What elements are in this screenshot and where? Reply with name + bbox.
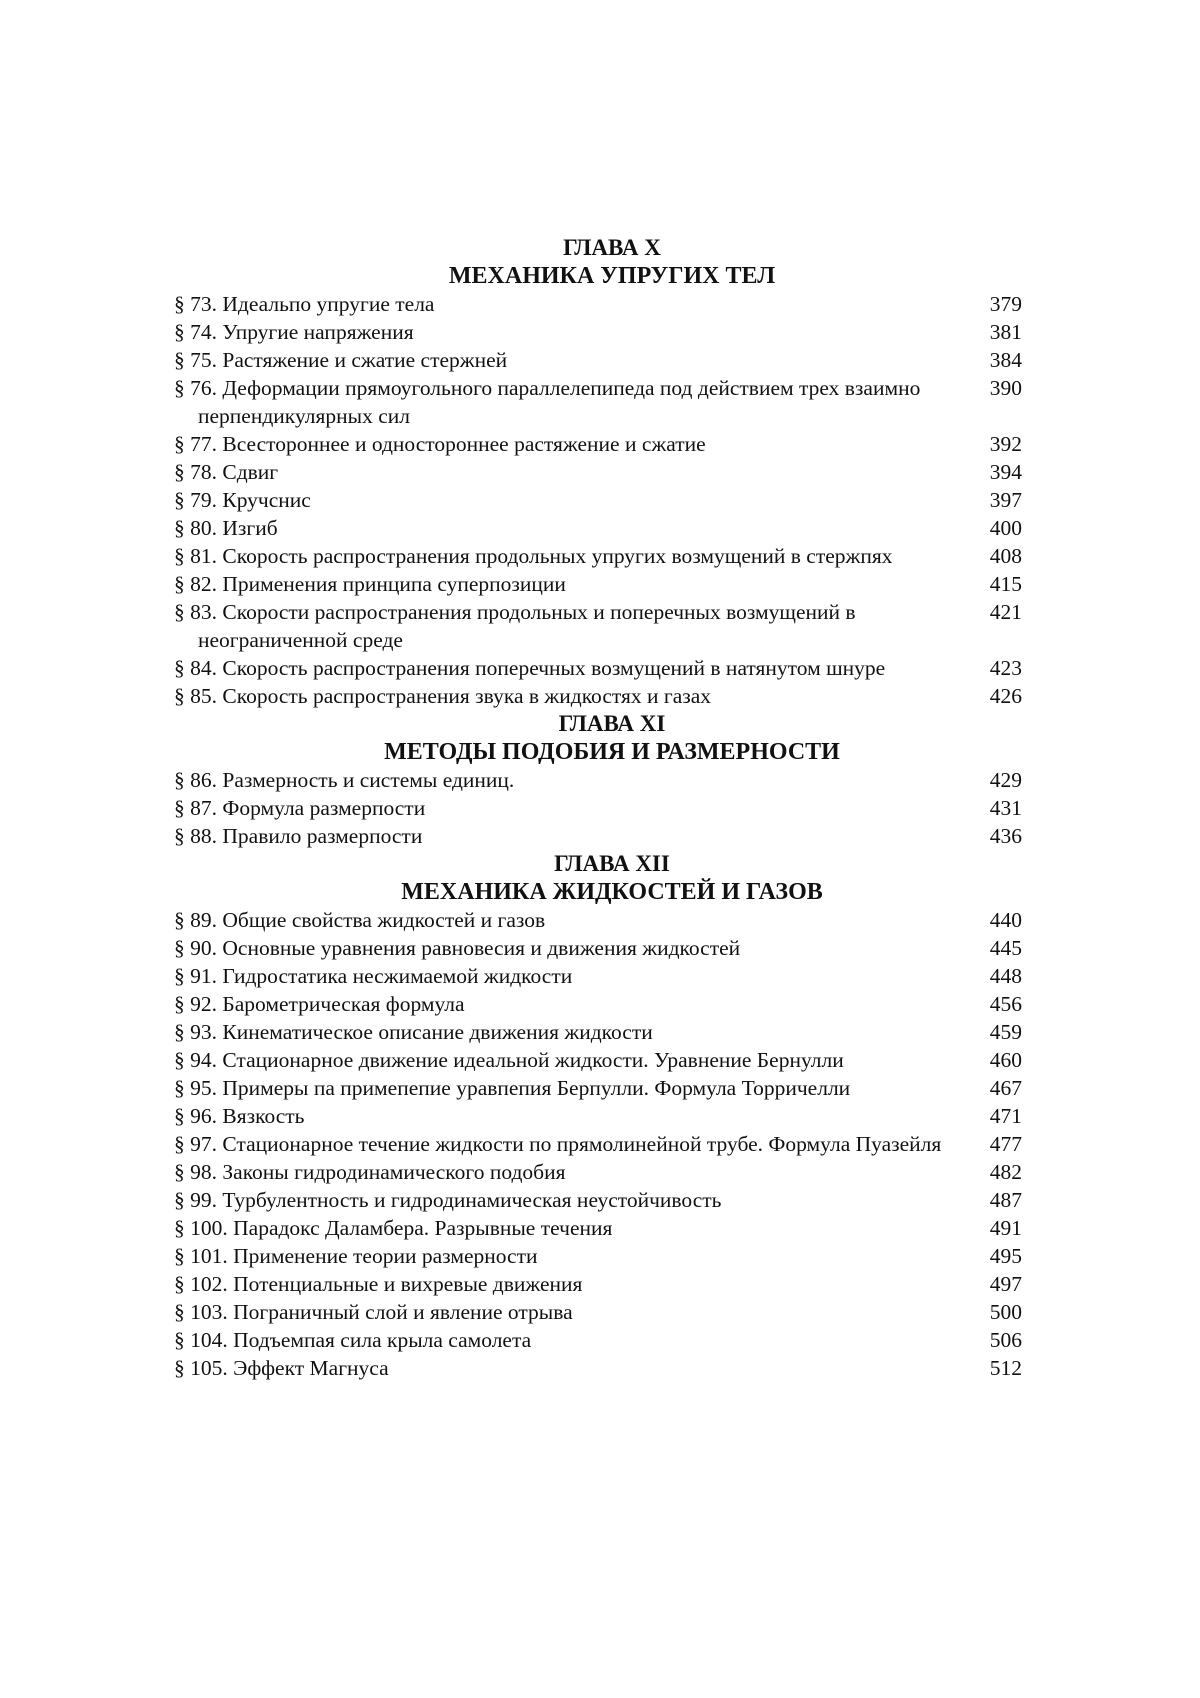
toc-entry-page: 460 (989, 1048, 1022, 1072)
toc-entry-page: 487 (989, 1188, 1022, 1212)
toc-entry-title: § 80. Изгиб (174, 516, 278, 540)
toc-entry-title: § 84. Скорость распространения поперечных возмущений в натянутом шнуре (174, 656, 886, 680)
toc-entry[interactable] (174, 906, 1022, 934)
toc-entry[interactable] (174, 1018, 1022, 1046)
toc-entry[interactable] (174, 1214, 1022, 1242)
toc-entry[interactable] (174, 1326, 1022, 1354)
toc-entry[interactable] (174, 1186, 1022, 1214)
toc-entry[interactable] (174, 1354, 1022, 1382)
toc-entry-page: 421 (989, 600, 1022, 624)
toc-entry[interactable] (174, 1242, 1022, 1270)
toc-entry[interactable] (174, 430, 1022, 458)
toc-entry-title: § 97. Стационарное течение жидкости по прямолинейной трубе. Формула Пуазейля (174, 1132, 942, 1156)
table-of-contents (174, 234, 1022, 1382)
toc-entry-title: § 87. Формула размерпости (174, 796, 426, 820)
toc-entry[interactable] (174, 374, 1022, 430)
toc-entry-page: 459 (989, 1020, 1022, 1044)
chapter-label: ГЛАВА XII (554, 851, 670, 876)
toc-entry-page: 500 (989, 1300, 1022, 1324)
toc-entry-page: 394 (989, 460, 1022, 484)
chapter-title: МЕХАНИКА УПРУГИХ ТЕЛ (448, 263, 776, 289)
toc-entry[interactable] (174, 990, 1022, 1018)
toc-entry-page: 431 (989, 796, 1022, 820)
toc-entry-title: § 92. Барометрическая формула (174, 992, 465, 1016)
toc-entry-page: 512 (989, 1356, 1022, 1380)
toc-entry[interactable] (174, 1158, 1022, 1186)
toc-entry-title: § 104. Подъемпая сила крыла самолета (174, 1328, 532, 1352)
toc-entry[interactable] (174, 290, 1022, 318)
chapter-title: МЕХАНИКА ЖИДКОСТЕЙ И ГАЗОВ (401, 879, 823, 905)
chapter-label: ГЛАВА X (563, 235, 661, 260)
toc-entry-page: 495 (989, 1244, 1022, 1268)
toc-entry-title: § 85. Скорость распространения звука в жидкостях и газах (174, 684, 712, 708)
toc-entry-page: 392 (989, 432, 1022, 456)
toc-entry-title: § 73. Идеальпо упругие тела (174, 292, 435, 316)
toc-entry-title: § 101. Применение теории размерности (174, 1244, 538, 1268)
toc-entry[interactable] (174, 346, 1022, 374)
toc-entry[interactable] (174, 514, 1022, 542)
toc-entry-title: § 95. Примеры па примепепие уравпепия Берпулли. Формула Торричелли (174, 1076, 851, 1100)
toc-entry-title: § 100. Парадокс Даламбера. Разрывные течения (174, 1216, 613, 1240)
toc-entry[interactable] (174, 486, 1022, 514)
toc-entry-page: 436 (989, 824, 1022, 848)
toc-entry-title: § 75. Растяжение и сжатие стержней (174, 348, 508, 372)
toc-entry[interactable] (174, 682, 1022, 710)
toc-entry-title: § 82. Применения принципа суперпозиции (174, 572, 566, 596)
toc-entry[interactable] (174, 654, 1022, 682)
chapter-10 (174, 234, 1022, 710)
toc-entry-page: 445 (989, 936, 1022, 960)
toc-entry[interactable] (174, 570, 1022, 598)
toc-entry-title: § 83. Скорости распространения продольных и поперечных возмущений в неограниченной среде (174, 600, 856, 652)
toc-entry-title: § 79. Кручснис (174, 488, 311, 512)
toc-entry-title: § 103. Пограничный слой и явление отрыва (174, 1300, 573, 1324)
toc-entry[interactable] (174, 318, 1022, 346)
toc-entry[interactable] (174, 1046, 1022, 1074)
toc-entry[interactable] (174, 1298, 1022, 1326)
toc-entry[interactable] (174, 794, 1022, 822)
toc-entry-title: § 78. Сдвиг (174, 460, 279, 484)
toc-entry-title: § 102. Потенциальные и вихревые движения (174, 1272, 583, 1296)
toc-entry[interactable] (174, 962, 1022, 990)
toc-entry[interactable] (174, 598, 1022, 654)
toc-entry-title: § 88. Правило размерпости (174, 824, 423, 848)
toc-entry-title: § 89. Общие свойства жидкостей и газов (174, 908, 546, 932)
toc-entry-page: 497 (989, 1272, 1022, 1296)
toc-entry-title: § 77. Всестороннее и одностороннее растяжение и сжатие (174, 432, 706, 456)
toc-entry-page: 423 (989, 656, 1022, 680)
toc-entry[interactable] (174, 1074, 1022, 1102)
toc-entry-title: § 93. Кинематическое описание движения жидкости (174, 1020, 653, 1044)
toc-entry-page: 467 (989, 1076, 1022, 1100)
toc-entry-page: 384 (989, 348, 1022, 372)
toc-entry-page: 381 (989, 320, 1022, 344)
toc-entry-page: 415 (989, 572, 1022, 596)
toc-entry-title: § 81. Скорость распространения продольных упругих возмущений в стержпях (174, 544, 893, 568)
toc-entry-title: § 99. Турбулентность и гидродинамическая неустойчивость (174, 1188, 722, 1212)
toc-entry[interactable] (174, 1130, 1022, 1158)
toc-entry[interactable] (174, 1270, 1022, 1298)
toc-entry[interactable] (174, 458, 1022, 486)
toc-entry-page: 506 (989, 1328, 1022, 1352)
toc-entry-title: § 94. Стационарное движение идеальной жидкости. Уравнение Бернулли (174, 1048, 844, 1072)
toc-entry-page: 426 (989, 684, 1022, 708)
toc-entry-page: 456 (989, 992, 1022, 1016)
chapter-11 (174, 710, 1022, 850)
toc-entry-title: § 105. Эффект Магнуса (174, 1356, 389, 1380)
toc-entry[interactable] (174, 934, 1022, 962)
toc-entry-page: 408 (989, 544, 1022, 568)
chapter-12 (174, 850, 1022, 1382)
toc-entry-page: 471 (989, 1104, 1022, 1128)
toc-entry-page: 491 (989, 1216, 1022, 1240)
toc-entry-page: 477 (989, 1132, 1022, 1156)
toc-entry-page: 429 (989, 768, 1022, 792)
toc-entry[interactable] (174, 766, 1022, 794)
toc-entry-page: 482 (989, 1160, 1022, 1184)
chapter-label: ГЛАВА XI (558, 711, 666, 736)
toc-entry-title: § 86. Размерность и системы единиц. (174, 768, 515, 792)
toc-entry-page: 448 (989, 964, 1022, 988)
toc-entry-page: 390 (989, 376, 1022, 400)
toc-entry-title: § 96. Вязкость (174, 1104, 305, 1128)
toc-entry[interactable] (174, 542, 1022, 570)
toc-entry[interactable] (174, 822, 1022, 850)
toc-entry-title: § 91. Гидростатика несжимаемой жидкости (174, 964, 573, 988)
toc-entry-page: 379 (989, 292, 1022, 316)
toc-entry-page: 400 (989, 516, 1022, 540)
toc-entry-title: § 98. Законы гидродинамического подобия (174, 1160, 566, 1184)
toc-entry-page: 397 (989, 488, 1022, 512)
toc-entry-title: § 74. Упругие напряжения (174, 320, 414, 344)
chapter-title: МЕТОДЫ ПОДОБИЯ И РАЗМЕРНОСТИ (384, 739, 840, 765)
toc-entry-title: § 90. Основные уравнения равновесия и движения жидкостей (174, 936, 741, 960)
toc-entry-page: 440 (989, 908, 1022, 932)
toc-entry-title: § 76. Деформации прямоугольного параллелепипеда под действием трех взаимно перпендикулярных сил (174, 376, 921, 428)
toc-entry[interactable] (174, 1102, 1022, 1130)
